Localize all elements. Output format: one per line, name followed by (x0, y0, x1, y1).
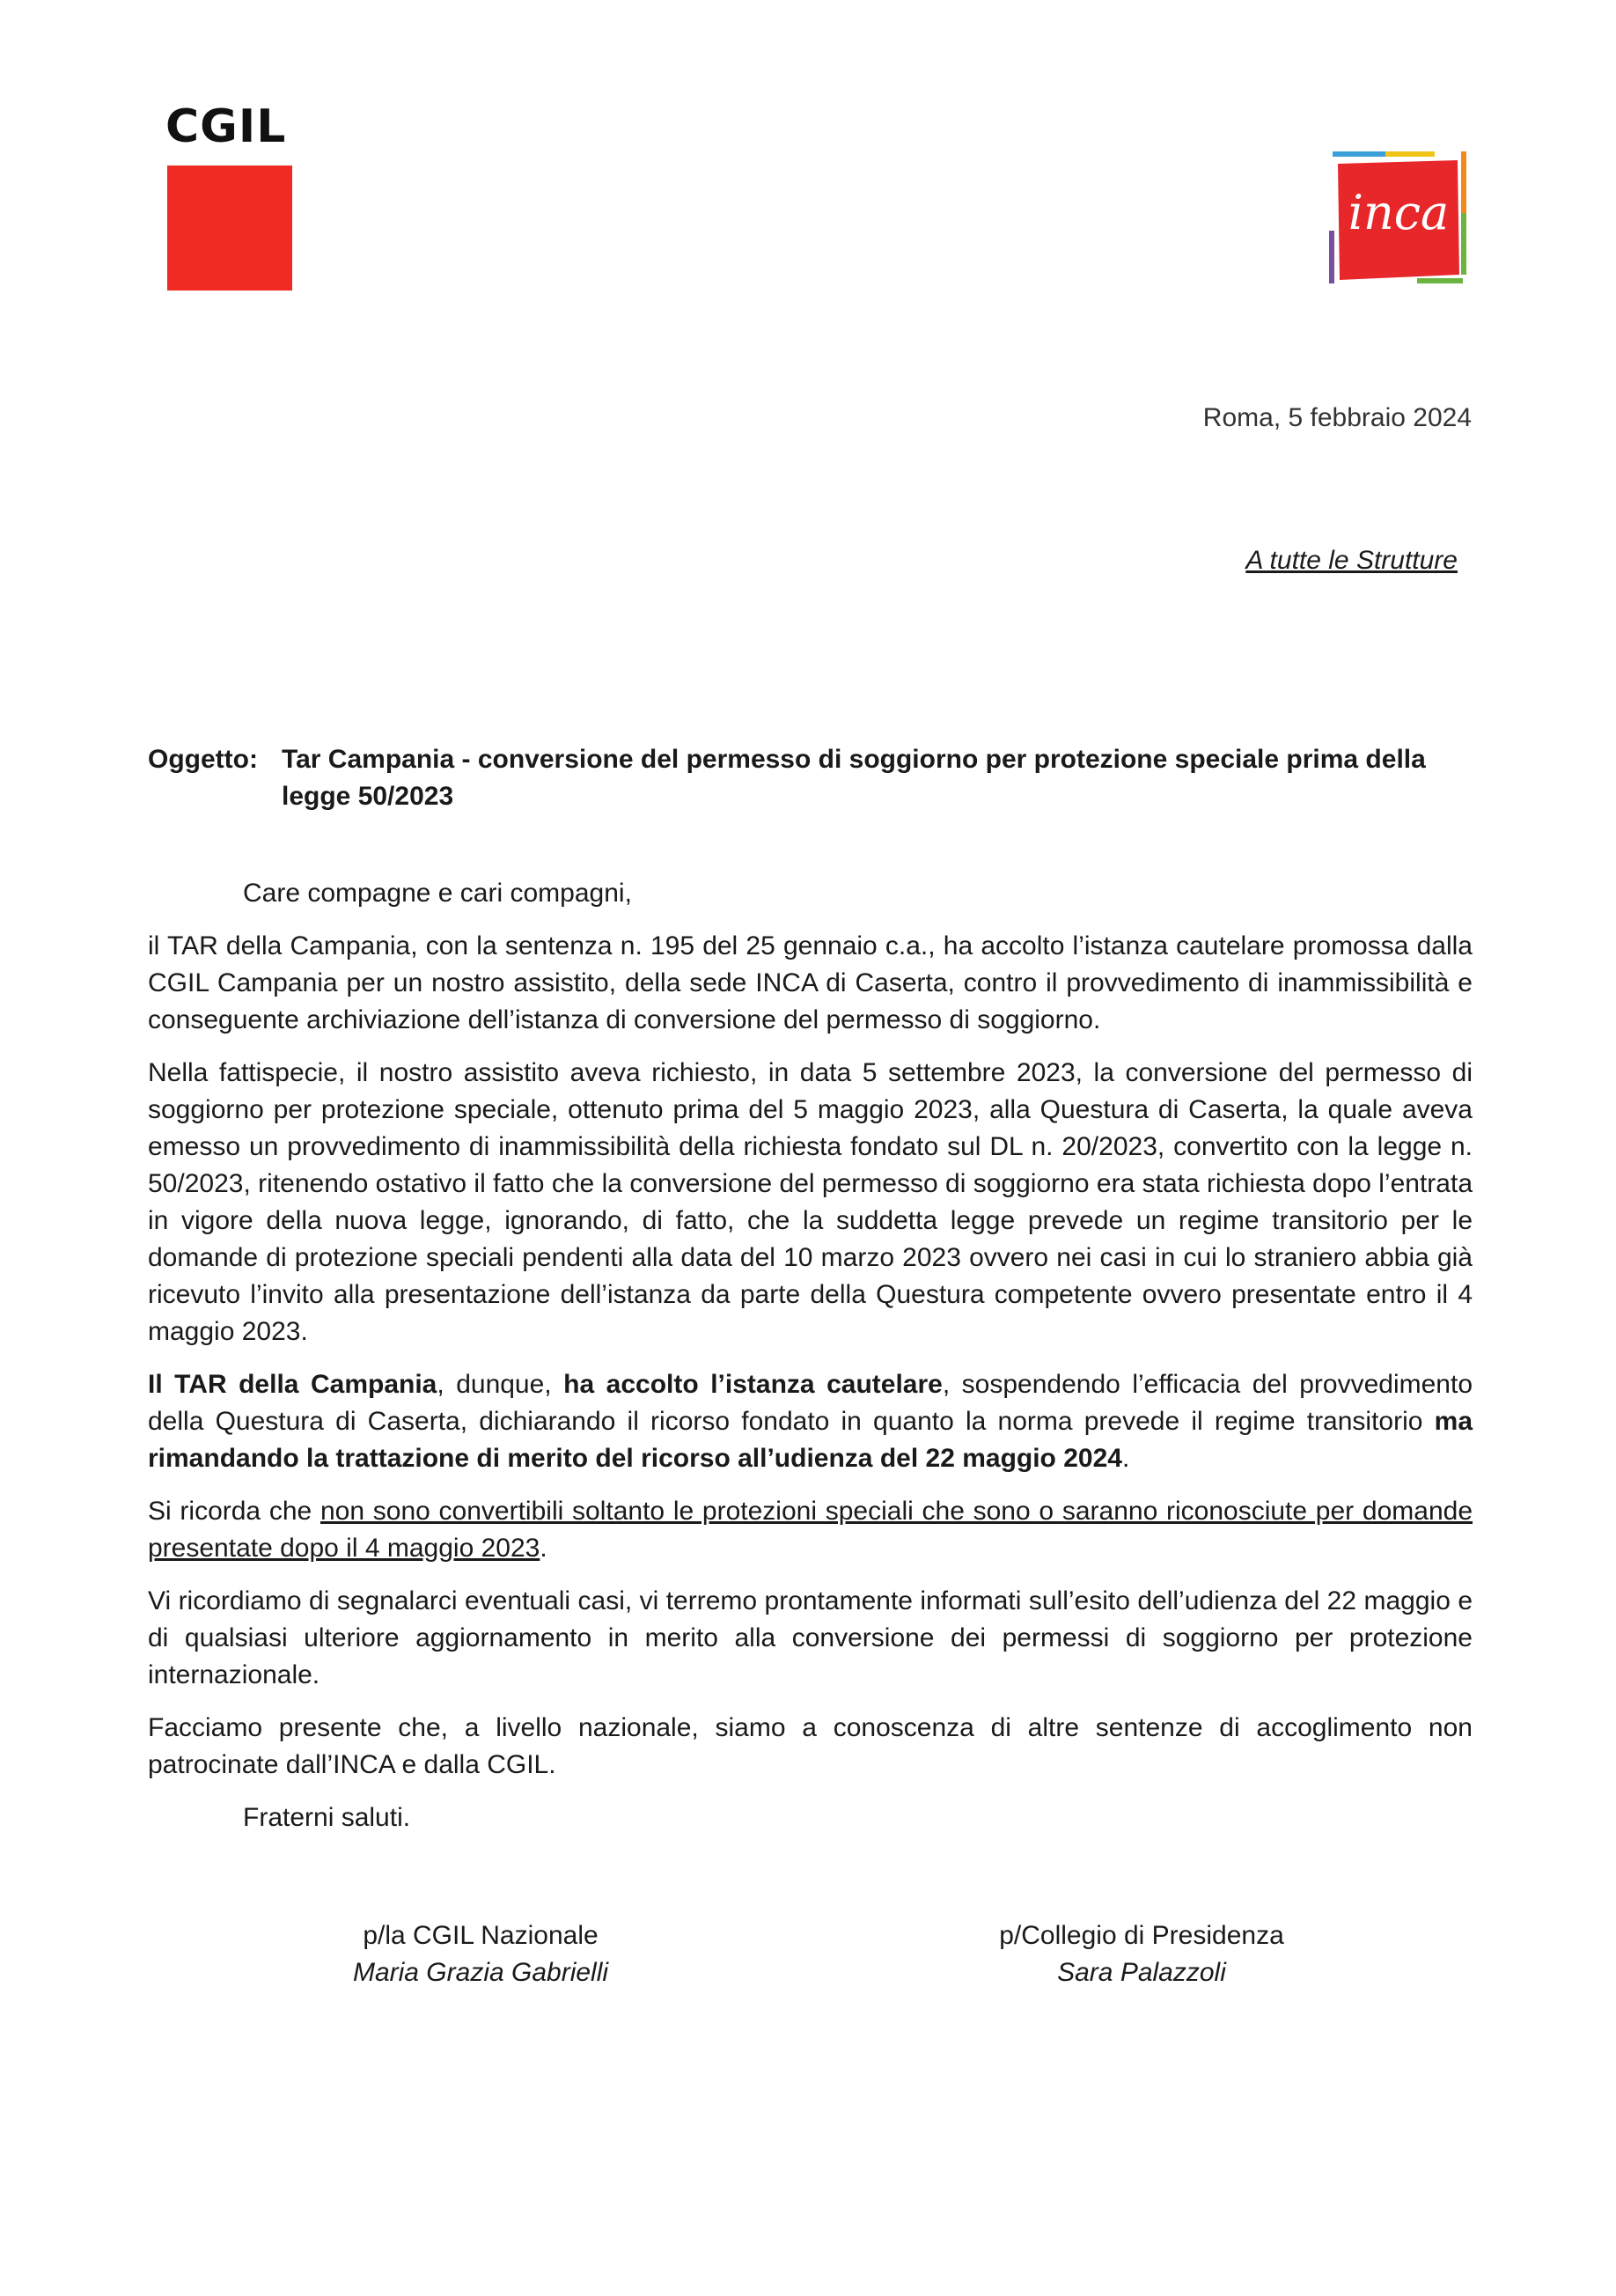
paragraph-3-text-2: , sospendendo l’efficacia del provvedimento della Questura di Caserta, dichiarando il ricorso fondato in quanto la norma prevede il regime transitorio (148, 1370, 1473, 1436)
letter-recipient: A tutte le Strutture (1245, 546, 1458, 575)
inca-logo-text: inca (1348, 185, 1450, 240)
signature-right-name: Sara Palazzoli (1057, 1958, 1226, 1987)
subject-label: Oggetto: (148, 745, 258, 774)
paragraph-4-underline: non sono convertibili soltanto le protezioni speciali che sono o saranno riconosciute per domande presentate dopo il 4 maggio 2023 (148, 1497, 1473, 1563)
paragraph-4-text-2: . (540, 1534, 547, 1563)
letter-subject (148, 741, 1473, 815)
cgil-logo-square (167, 166, 292, 291)
paragraph-3-text-1: , dunque, (437, 1370, 564, 1399)
greeting: Care compagne e cari compagni, (243, 879, 632, 908)
closing: Fraterni saluti. (243, 1803, 411, 1832)
letter-date: Roma, 5 febbraio 2024 (1202, 403, 1472, 432)
signature-right-role: p/Collegio di Presidenza (999, 1921, 1284, 1950)
paragraph-3-bold-1: Il TAR della Campania (148, 1370, 437, 1399)
paragraph-1: il TAR della Campania, con la sentenza n. 195 del 25 gennaio c.a., ha accolto l’istanza cautelare promossa dalla CGIL Campania per un nostro assistito, della sede INCA di Caserta, contro il provvedimento di inammissibilità e conseguente archiviazione dell’istanza di conversione del permesso di soggiorno. (148, 931, 1473, 1034)
paragraph-3-text-3: . (1121, 1444, 1130, 1473)
cgil-logo-text: CGIL (165, 100, 287, 153)
signature-right (922, 1917, 1362, 1991)
signature-left (261, 1917, 701, 1991)
signature-left-role: p/la CGIL Nazionale (363, 1921, 599, 1950)
paragraph-5: Vi ricordiamo di segnalarci eventuali casi, vi terremo prontamente informati sull’esito dell’udienza del 22 maggio e di qualsiasi ulteriore aggiornamento in merito alla conversione dei permessi di soggiorno per protezione internazionale. (148, 1586, 1473, 1689)
paragraph-3-bold-3: ma rimandando la trattazione di merito del ricorso all’udienza del 22 maggio 2024 (148, 1407, 1473, 1473)
letter-body (148, 875, 1473, 1852)
inca-logo (1329, 151, 1466, 285)
paragraph-2: Nella fattispecie, il nostro assistito aveva richiesto, in data 5 settembre 2023, la conversione del permesso di soggiorno per protezione speciale, ottenuto prima del 5 maggio 2023, alla Questura di Caserta, la quale aveva emesso un provvedimento di inammissibilità della richiesta fondato sul DL n. 20/2023, convertito con la legge n. 50/2023, ritenendo ostativo il fatto che la conversione del permesso di soggiorno era stata richiesta dopo l’entrata in vigore della nuova legge, ignorando, di fatto, che la suddetta legge prevede un regime transitorio per le domande di protezione speciali pendenti alla data del 10 marzo 2023 ovvero nei casi in cui lo straniero abbia già ricevuto l’invito alla presentazione dell’istanza da parte della Questura competente ovvero presentate entro il 4 maggio 2023. (148, 1058, 1473, 1346)
paragraph-3 (148, 1366, 1473, 1477)
paragraph-6: Facciamo presente che, a livello nazionale, siamo a conoscenza di altre sentenze di accoglimento non patrocinate dall’INCA e dalla CGIL. (148, 1713, 1473, 1779)
signature-left-name: Maria Grazia Gabrielli (352, 1958, 609, 1987)
paragraph-4 (148, 1493, 1473, 1567)
paragraph-3-bold-2: ha accolto l’istanza cautelare (563, 1370, 943, 1399)
cgil-logo (165, 100, 296, 291)
subject-text: Tar Campania - conversione del permesso di soggiorno per protezione speciale prima della legge 50/2023 (282, 745, 1426, 811)
paragraph-4-text-1: Si ricorda che (148, 1497, 320, 1526)
